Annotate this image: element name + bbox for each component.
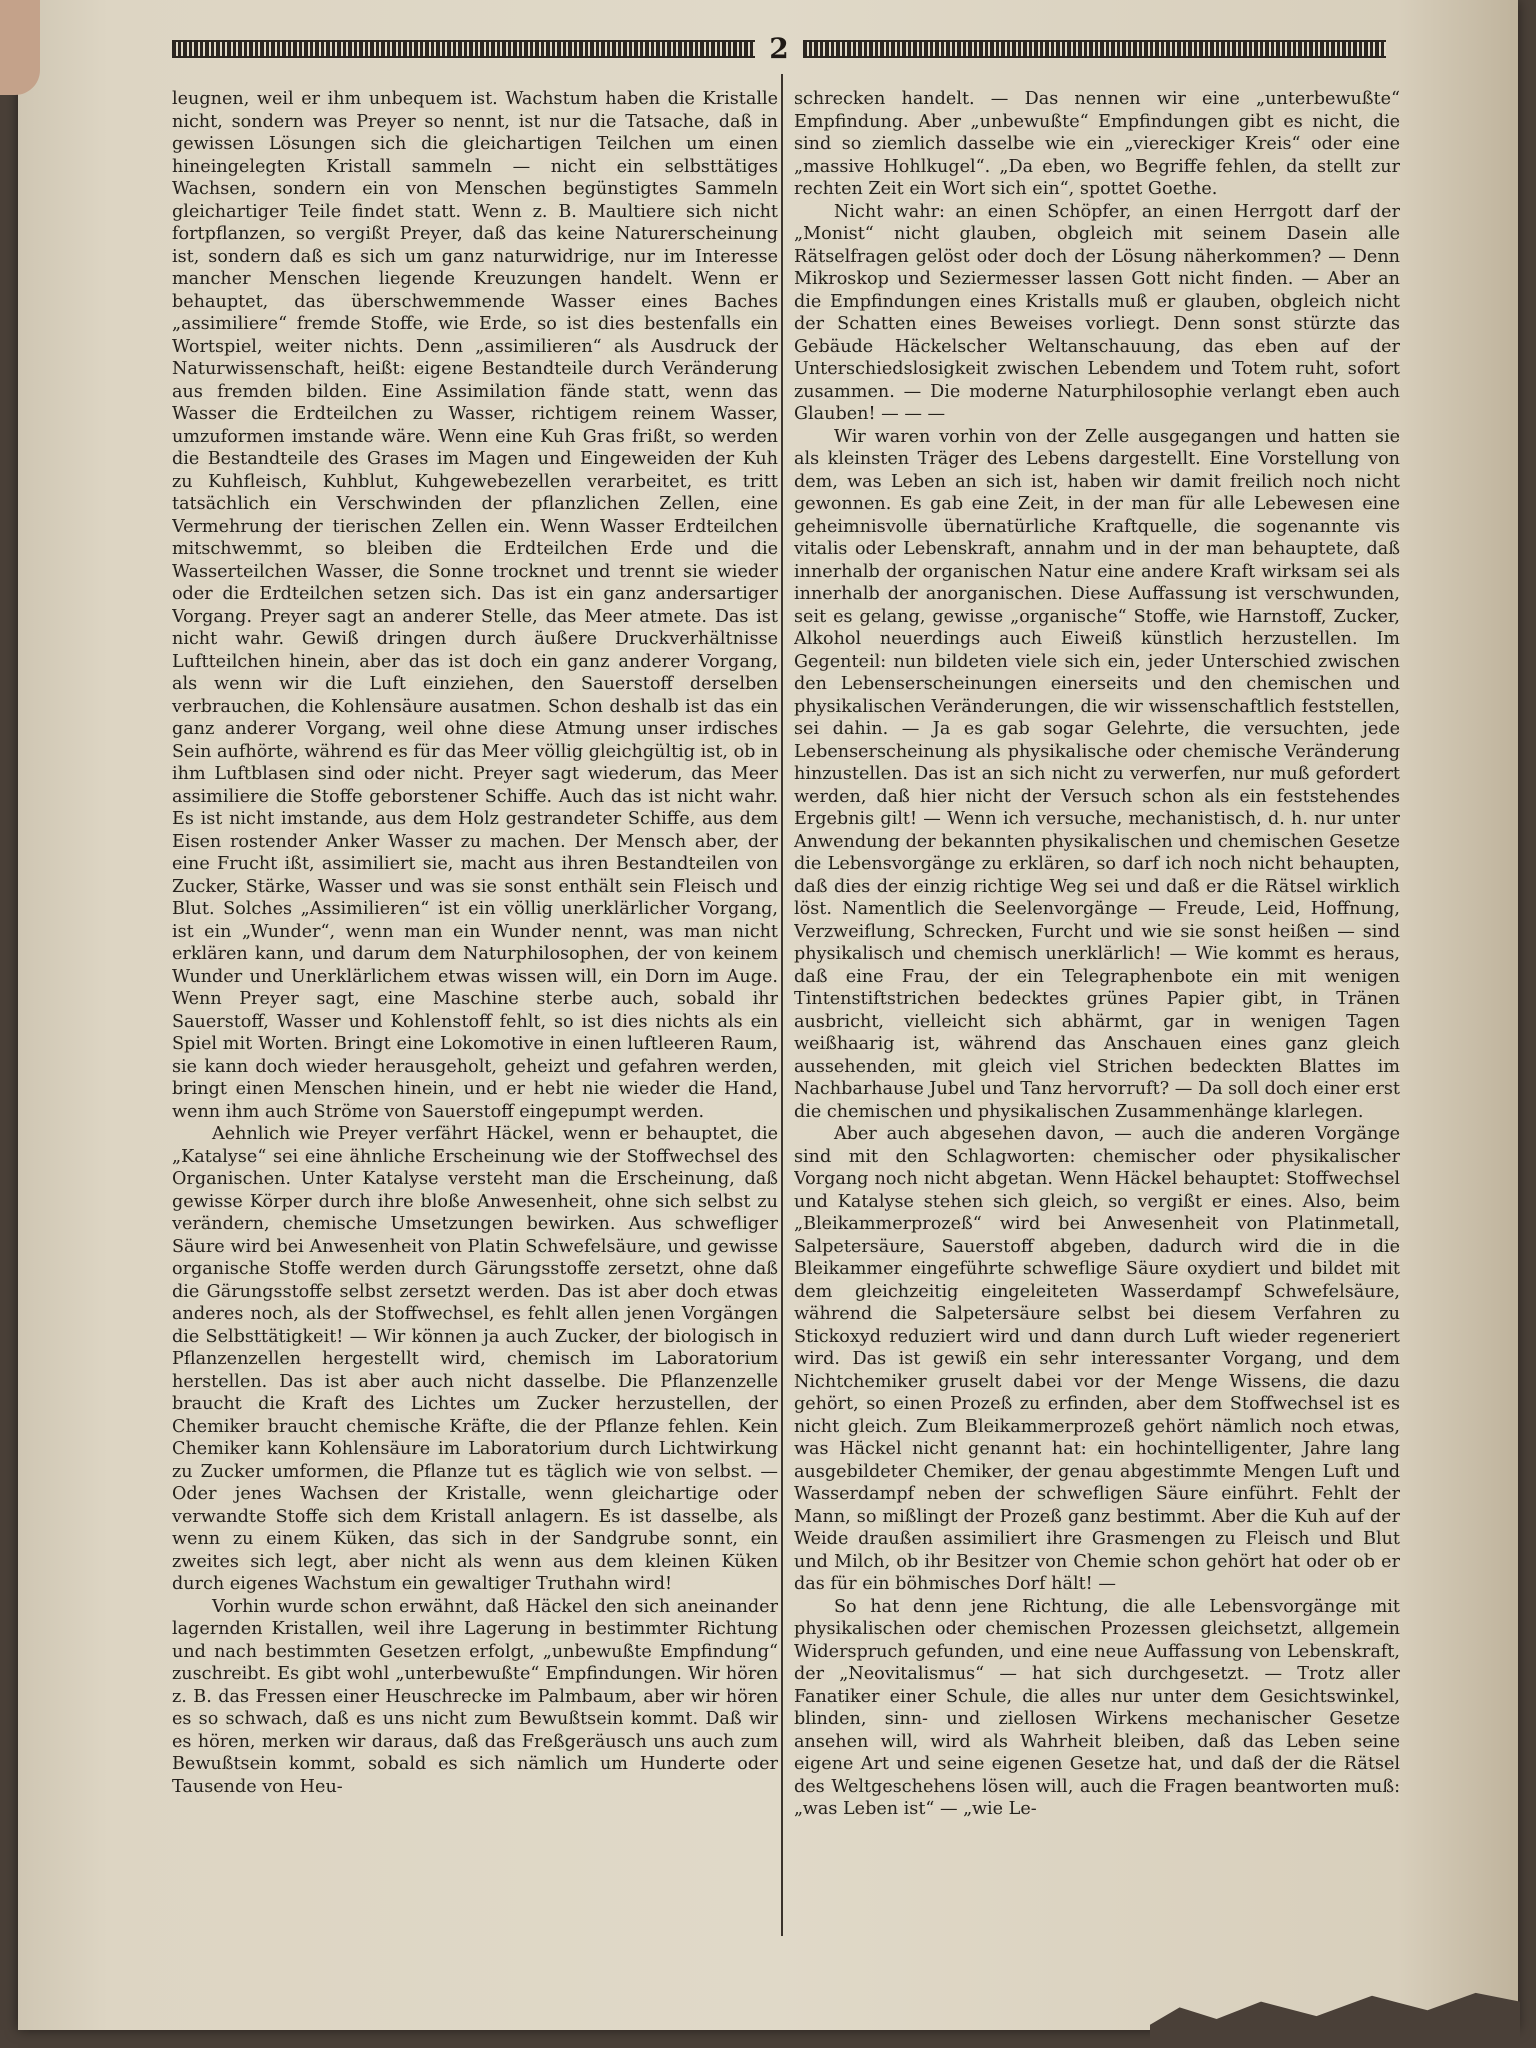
header-ornament-right (803, 40, 1386, 58)
paragraph: leugnen, weil er ihm unbequem ist. Wachstum haben die Kristalle nicht, sondern was Preyer so nennt, ist nur die Tatsache, daß in gewissen Lösungen sich die gleichartigen Teilchen um einen hineingelegten Kristall sammeln — nicht ein selbsttätiges Wachsen, sondern ein von Menschen begünstigtes Sammeln gleichartiger Teile findet statt. Wenn z. B. Maultiere sich nicht fortpflanzen, so vergißt Preyer, daß das keine Naturerscheinung ist, sondern daß es sich um ganz naturwidrige, nur im Interesse mancher Menschen liegende Kreuzungen handelt. Wenn er behauptet, das überschwemmende Wasser eines Baches „assimiliere“ fremde Stoffe, wie Erde, so ist dies bestenfalls ein Wortspiel, weiter nichts. Denn „assimilieren“ als Ausdruck der Naturwissenschaft, heißt: eigene Bestandteile durch Veränderung aus fremden bilden. Eine Assimilation fände statt, wenn das Wasser die Erdteilchen zu Wasser, richtigem reinem Wasser, umzuformen imstande wäre. Wenn eine Kuh Gras frißt, so werden die Bestandteile des Grases im Magen und Eingeweiden der Kuh zu Kuhfleisch, Kuhblut, Kuhgewebezellen verarbeitet, es tritt tatsächlich ein Verschwinden der pflanzlichen Zellen, eine Vermehrung der tierischen Zellen ein. Wenn Wasser Erdteilchen mitschwemmt, so bleiben die Erdteilchen Erde und die Wasserteilchen Wasser, die Sonne trocknet und trennt sie wieder oder die Erdteilchen setzen sich. Das ist ein ganz andersartiger Vorgang. Preyer sagt an anderer Stelle, das Meer atmete. Das ist nicht wahr. Gewiß dringen durch äußere Druckverhältnisse Luftteilchen hinein, aber das ist doch ein ganz anderer Vorgang, als wenn wir die Luft einziehen, den Sauerstoff derselben verbrauchen, die Kohlensäure ausatmen. Schon deshalb ist das ein ganz anderer Vorgang, weil ohne diese Atmung unser irdisches Sein aufhörte, während es für das Meer völlig gleichgültig ist, ob in ihm Luftblasen sind oder nicht. Preyer sagt wiederum, das Meer assimiliere die Stoffe geborstener Schiffe. Auch das ist nicht wahr. Es ist nicht imstande, aus dem Holz gestrandeter Schiffe, aus dem Eisen rostender Anker Wasser zu machen. Der Mensch aber, der eine Frucht ißt, assimiliert sie, macht aus ihren Bestandteilen von Zucker, Stärke, Wasser und was sie sonst enthält sein Fleisch und Blut. Solches „Assimilieren“ ist ein völlig unerklärlicher Vorgang, ist ein „Wunder“, wenn man ein Wunder nennt, was man nicht erklären kann, und darum dem Naturphilosophen, der von keinem Wunder und Unerklärlichem etwas wissen will, ein Dorn im Auge. Wenn Preyer sagt, eine Maschine sterbe auch, sobald ihr Sauerstoff, Wasser und Kohlenstoff fehlt, so ist dies nichts als ein Spiel mit Worten. Bringt eine Lokomotive in einen luftleeren Raum, sie kann doch wieder herausgeholt, geheizt und gefahren werden, bringt einen Menschen hinein, und er hebt nie wieder die Hand, wenn ihm auch Ströme von Sauerstoff eingepumpt werden. (172, 89, 778, 1122)
paragraph: Vorhin wurde schon erwähnt, daß Häckel den sich aneinander lagernden Kristallen, weil ihre Lagerung in bestimmter Richtung und nach bestimmten Gesetzen erfolgt, „unbewußte Empfindung“ zuschreibt. Es gibt wohl „unterbewußte“ Empfindungen. Wir hören z. B. das Fressen einer Heuschrecke im Palmbaum, aber wir hören es so schwach, daß es uns nicht zum Bewußtsein kommt. Daß wir es hören, merken wir daraus, daß das Freßgeräusch uns auch zum Bewußtsein kommt, sobald es sich nämlich um Hunderte oder Tausende von Heu- (172, 1596, 778, 1797)
right-column (794, 88, 1400, 1943)
thumb-in-corner (0, 0, 40, 95)
paragraph: schrecken handelt. — Das nennen wir eine „unterbewußte“ Empfindung. Aber „unbewußte“ Empfindungen gibt es nicht, die sind so ziemlich dasselbe wie ein „viereckiger Kreis“ oder eine „massive Hohlkugel“. „Da eben, wo Begriffe fehlen, da stellt zur rechten Zeit ein Wort sich ein“, spottet Goethe. (794, 89, 1400, 199)
page-header (172, 34, 1386, 64)
header-ornament-left (172, 40, 755, 58)
left-column (172, 88, 778, 1943)
paragraph: So hat denn jene Richtung, die alle Lebensvorgänge mit physikalischen oder chemischen Prozessen gleichsetzt, allgemein Widerspruch gefunden, und eine neue Auffassung von Lebenskraft, der „Neovitalismus“ — hat sich durchgesetzt. — Trotz aller Fanatiker einer Schule, die alles nur unter dem Gesichtswinkel, blinden, sinn- und ziellosen Wirkens mechanischer Gesetze ansehen will, wird als Wahrheit bleiben, daß das Leben seine eigene Art und seine eigenen Gesetze hat, und daß der die Rätsel des Weltgeschehens lösen will, auch die Fragen beantworten muß: „was Leben ist“ — „wie Le- (794, 1596, 1400, 1819)
paragraph: Nicht wahr: an einen Schöpfer, an einen Herrgott darf der „Monist“ nicht glauben, obgleich mit seinem Dasein alle Rätselfragen gelöst oder doch der Lösung näherkommen? — Denn Mikroskop und Seziermesser lassen Gott nicht finden. — Aber an die Empfindungen eines Kristalls muß er glauben, obgleich nicht der Schatten eines Beweises vorliegt. Denn sonst stürzte das Gebäude Häckelscher Weltanschauung, das eben auf der Unterschiedslosigkeit zwischen Lebendem und Totem ruht, sofort zusammen. — Die moderne Naturphilosophie verlangt eben auch Glauben! — — — (794, 201, 1400, 424)
paragraph: Aber auch abgesehen davon, — auch die anderen Vorgänge sind mit den Schlagworten: chemischer oder physikalischer Vorgang noch nicht abgetan. Wenn Häckel behauptet: Stoffwechsel und Katalyse stehen sich gleich, so vergißt er eines. Also, beim „Bleikammerprozeß“ wird bei Anwesenheit von Platinmetall, Salpetersäure, Sauerstoff abgeben, dadurch wird die in die Bleikammer eingeführte schweflige Säure oxydiert und bildet mit dem gleichzeitig eingeleiteten Wasserdampf Schwefelsäure, während die Salpetersäure selbst bei diesem Verfahren zu Stickoxyd reduziert wird und dann durch Luft wieder regeneriert wird. Das ist gewiß ein sehr interessanter Vorgang, und dem Nichtchemiker gruselt dabei vor der Menge Wissens, die dazu gehört, so einen Prozeß zu erfinden, aber dem Stoffwechsel ist es nicht gleich. Zum Bleikammerprozeß gehört nämlich noch etwas, was Häckel nicht genannt hat: ein hochintelligenter, Jahre lang ausgebildeter Chemiker, der genau abgestimmte Mengen Luft und Wasserdampf neben der schwefligen Säure einführt. Fehlt der Mann, so mißlingt der Prozeß ganz bestimmt. Aber die Kuh auf der Weide draußen assimiliert ihre Grasmengen zu Fleisch und Blut und Milch, ob ihr Besitzer von Chemie schon gehört hat oder ob er das für ein böhmisches Dorf hält! — (794, 1124, 1400, 1594)
page-number: 2 (769, 32, 789, 65)
column-divider (781, 74, 783, 1936)
paragraph: Aehnlich wie Preyer verfährt Häckel, wenn er behauptet, die „Katalyse“ sei eine ähnliche Erscheinung wie der Stoffwechsel des Organischen. Unter Katalyse versteht man die Erscheinung, daß gewisse Körper durch ihre bloße Anwesenheit, ohne sich selbst zu verändern, chemische Umsetzungen bewirken. Aus schwefliger Säure wird bei Anwesenheit von Platin Schwefelsäure, und gewisse organische Stoffe werden durch Gärungsstoffe zersetzt, ohne daß die Gärungsstoffe selbst zersetzt werden. Das ist aber doch etwas anderes noch, als der Stoffwechsel, es fehlt allen jenen Vorgängen die Selbsttätigkeit! — Wir können ja auch Zucker, der biologisch in Pflanzenzellen hergestellt wird, chemisch im Laboratorium herstellen. Das ist aber auch nicht dasselbe. Die Pflanzenzelle braucht die Kraft des Lichtes um Zucker herzustellen, der Chemiker braucht chemische Kräfte, die der Pflanze fehlen. Kein Chemiker kann Kohlensäure im Laboratorium durch Lichtwirkung zu Zucker umformen, die Pflanze tut es täglich wie von selbst. — Oder jenes Wachsen der Kristalle, wenn gleichartige oder verwandte Stoffe sich dem Kristall anlagern. Es ist dasselbe, als wenn zu einem Küken, das sich in der Sandgrube sonnt, ein zweites sich legt, aber nicht als wenn aus dem kleinen Küken durch eigenes Wachstum ein gewaltiger Truthahn wird! (172, 1124, 778, 1594)
paragraph: Wir waren vorhin von der Zelle ausgegangen und hatten sie als kleinsten Träger des Lebens dargestellt. Eine Vorstellung von dem, was Leben an sich ist, haben wir damit freilich noch nicht gewonnen. Es gab eine Zeit, in der man für alle Lebewesen eine geheimnisvolle übernatürliche Kraftquelle, die sogenannte vis vitalis oder Lebenskraft, annahm und in der man behauptete, daß innerhalb der organischen Natur eine andere Kraft wirksam sei als innerhalb der anorganischen. Diese Auffassung ist verschwunden, seit es gelang, gewisse „organische“ Stoffe, wie Harnstoff, Zucker, Alkohol neuerdings auch Eiweiß künstlich herzustellen. Im Gegenteil: nun bildeten viele sich ein, jeder Unterschied zwischen den Lebenserscheinungen einerseits und den chemischen und physikalischen Veränderungen, die wir wissenschaftlich feststellen, sei dahin. — Ja es gab sogar Gelehrte, die versuchten, jede Lebenserscheinung als physikalische oder chemische Veränderung hinzustellen. Das ist an sich nicht zu verwerfen, nur muß gefordert werden, daß hier nicht der Versuch schon als ein feststehendes Ergebnis gilt! — Wenn ich versuche, mechanistisch, d. h. nur unter Anwendung der bekannten physikalischen und chemischen Gesetze die Lebensvorgänge zu erklären, so darf ich noch nicht behaupten, daß dies der einzig richtige Weg sei und daß er die Rätsel wirklich löst. Namentlich die Seelenvorgänge — Freude, Leid, Hoffnung, Verzweiflung, Schrecken, Furcht und wie sie sonst heißen — sind physikalisch und chemisch unerklärlich! — Wie kommt es heraus, daß eine Frau, der ein Telegraphenbote ein mit wenigen Tintenstiftstrichen bedecktes grünes Papier gibt, in Tränen ausbricht, vielleicht sich abhärmt, gar in wenigen Tagen weißhaarig ist, während das Anschauen eines ganz gleich aussehenden, mit gleich viel Strichen bedeckten Blattes im Nachbarhause Jubel und Tanz hervorruft? — Da soll doch einer erst die chemischen und physikalischen Zusammenhänge klarlegen. (794, 426, 1400, 1122)
